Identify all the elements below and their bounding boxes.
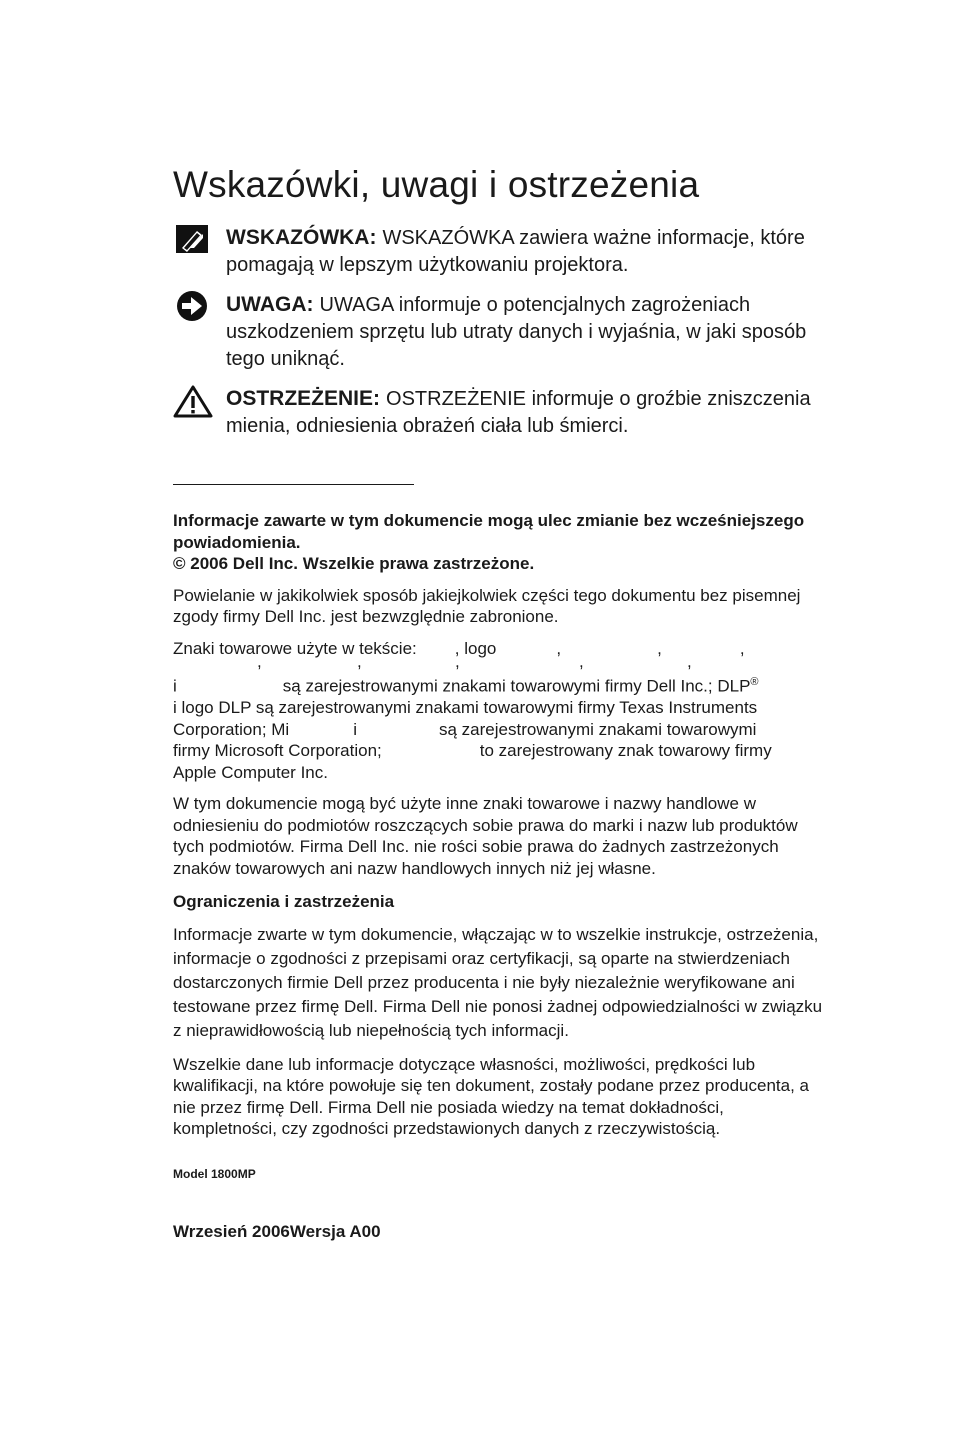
trademarks-comma: , bbox=[739, 638, 745, 658]
warning-triangle-icon bbox=[175, 385, 209, 419]
warning-label: OSTRZEŻENIE: bbox=[226, 387, 381, 410]
trademarks-comma: , bbox=[579, 652, 584, 671]
trademarks-line-6 bbox=[173, 740, 828, 762]
trademarks-comma: , bbox=[556, 638, 562, 658]
trademarks-line-5 bbox=[173, 719, 828, 741]
trademarks-intro: Znaki towarowe użyte w tekście: bbox=[173, 638, 417, 658]
trademarks-ms-start: Corporation; Mi bbox=[173, 719, 290, 739]
trademarks-comma: , bbox=[455, 652, 460, 671]
specs-disclaimer: Wszelkie dane lub informacje dotyczące własności, możliwości, prędkości lub kwalifikacji, na które powołuje się ten dokument, zostały podane przez producenta, a nie przez firmę Dell. Firma Dell nie posiada wiedzy na temat dokładności, kompletności, czy zgodności przedstawionych danych z rzeczywistością. bbox=[173, 1054, 809, 1139]
restrictions-text: Informacje zwarte w tym dokumencie, włączając w to wszelkie instrukcje, ostrzeżenia, informacje o zgodności z przepisami oraz certyfikacji, są oparte na stwierdzeniach dostarczonych firmie Dell przez producenta i nie były niezależnie weryfikowane ani testowane przez firmę Dell. Firma Dell nie ponosi żadnej odpowiedzialności w związku z nieprawidłowością lub niepełnością tych informacji. bbox=[173, 924, 823, 1041]
registered-mark: ® bbox=[750, 676, 759, 688]
note-label: WSKAZÓWKA: bbox=[226, 226, 377, 249]
caution-label: UWAGA: bbox=[226, 293, 314, 316]
legal-section bbox=[173, 510, 828, 1253]
warning-block bbox=[173, 385, 828, 440]
trademarks-comma: , bbox=[687, 652, 692, 671]
trademarks-logo: , logo bbox=[454, 638, 497, 658]
trademarks-line-2 bbox=[173, 652, 828, 672]
trademarks-dell-text: są zarejestrowanymi znakami towarowymi firmy Dell Inc.; DLP bbox=[282, 676, 751, 696]
warning-body: OSTRZEŻENIE informuje o groźbie zniszczenia mienia, odniesienia obrażeń ciała lub śmierci. bbox=[226, 388, 811, 437]
trademarks-and: i bbox=[353, 719, 357, 739]
copyright: © 2006 Dell Inc. Wszelkie prawa zastrzeżone. bbox=[173, 554, 535, 573]
trademarks-apple-text: to zarejestrowany znak towarowy firmy bbox=[479, 741, 772, 761]
date-version: Wrzesień 2006Wersja A00 bbox=[173, 1222, 381, 1242]
trademarks-comma: , bbox=[657, 638, 662, 658]
page-title: Wskazówki, uwagi i ostrzeżenia bbox=[173, 164, 700, 205]
caution-block bbox=[173, 291, 828, 373]
trademarks-line-7: Apple Computer Inc. bbox=[173, 762, 328, 782]
pencil-note-icon bbox=[175, 224, 209, 258]
trademarks-line-1 bbox=[173, 638, 828, 660]
other-marks-notice: W tym dokumencie mogą być użyte inne znaki towarowe i nazwy handlowe w odniesieniu do podmiotów roszczących sobie prawa do marki i nazw lub produktów tych podmiotów. Firma Dell Inc. nie rości sobie prawa do żadnych zastrzeżonych znaków towarowych ani nazw handlowych innych niż jej własne. bbox=[173, 794, 798, 878]
trademarks-ms-corp: firmy Microsoft Corporation; bbox=[173, 741, 382, 761]
caution-arrow-icon bbox=[175, 291, 209, 325]
trademarks-line-3 bbox=[173, 672, 828, 697]
note-text bbox=[226, 224, 828, 279]
reproduction-notice: Powielanie w jakikolwiek sposób jakiejkolwiek części tego dokumentu bez pisemnej zgody firmy Dell Inc. jest bezwzględnie zabronione. bbox=[173, 585, 801, 626]
restrictions-heading: Ograniczenia i zastrzeżenia bbox=[173, 892, 395, 912]
change-notice: Informacje zawarte w tym dokumencie mogą ulec zmianie bez wcześniejszego powiadomienia. bbox=[173, 511, 805, 552]
warning-text bbox=[226, 385, 828, 440]
caution-text bbox=[226, 291, 828, 373]
trademarks-paragraph bbox=[173, 638, 828, 784]
trademarks-and: i bbox=[173, 676, 177, 696]
trademarks-comma: , bbox=[257, 652, 262, 671]
caution-body: UWAGA informuje o potencjalnych zagrożeniach uszkodzeniem sprzętu lub utraty danych i wyjaśnia, w jaki sposób tego uniknąć. bbox=[226, 294, 807, 370]
trademarks-comma: , bbox=[357, 652, 362, 671]
trademarks-line-4: i logo DLP są zarejestrowanymi znakami towarowymi firmy Texas Instruments bbox=[173, 698, 758, 718]
separator-line bbox=[173, 484, 414, 485]
note-body: WSKAZÓWKA zawiera ważne informacje, które pomagają w lepszym użytkowaniu projektora. bbox=[226, 227, 805, 276]
note-block bbox=[173, 224, 828, 279]
trademarks-ms-text: są zarejestrowanymi znakami towarowymi bbox=[439, 719, 757, 739]
model-number: Model 1800MP bbox=[173, 1166, 256, 1181]
